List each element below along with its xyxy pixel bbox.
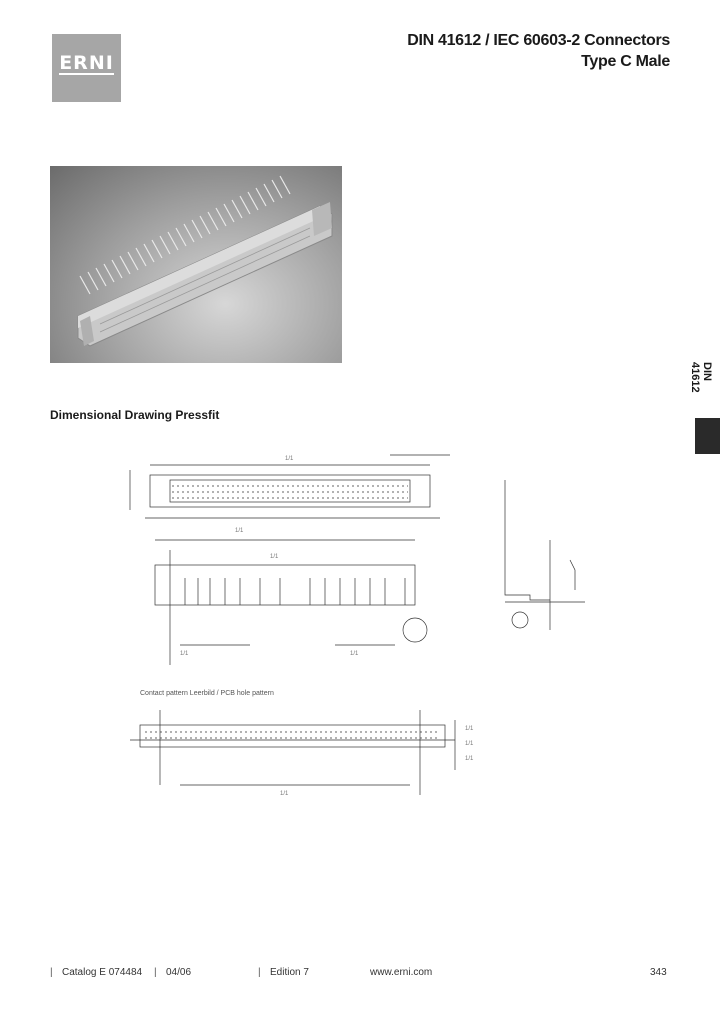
footer-catalog: Catalog E 074484	[62, 967, 143, 978]
footer-website[interactable]: www.erni.com	[370, 967, 433, 978]
footer-separator: |	[154, 967, 157, 978]
erni-logo	[52, 34, 121, 102]
svg-text:1/1: 1/1	[350, 651, 359, 657]
dimensional-drawing	[110, 440, 630, 815]
footer-edition: Edition 7	[270, 967, 309, 978]
footer-date: 04/06	[166, 967, 192, 978]
footer-page-number: 343	[650, 967, 667, 978]
svg-text:1/1: 1/1	[235, 528, 244, 534]
title-line-2: Type C Male	[581, 53, 670, 70]
page-title	[407, 30, 670, 72]
technical-drawing	[110, 440, 630, 810]
svg-text:1/1: 1/1	[465, 726, 474, 732]
svg-text:1/1: 1/1	[285, 456, 294, 462]
connector-photo	[50, 166, 342, 363]
svg-text:1/1: 1/1	[180, 651, 189, 657]
side-tab-label: DIN 41612	[689, 362, 713, 393]
connector-illustration	[50, 166, 342, 363]
title-line-1: DIN 41612 / IEC 60603-2 Connectors	[407, 32, 670, 49]
svg-text:1/1: 1/1	[465, 756, 474, 762]
side-tab-marker	[695, 418, 720, 454]
logo-text: ERNI	[59, 52, 114, 74]
footer-separator: |	[50, 967, 53, 978]
svg-text:1/1: 1/1	[270, 554, 279, 560]
svg-text:1/1: 1/1	[465, 741, 474, 747]
section-heading: Dimensional Drawing Pressfit	[50, 408, 220, 422]
svg-text:1/1: 1/1	[280, 791, 289, 797]
footer-separator: |	[258, 967, 261, 978]
pcb-pattern-label: Contact pattern Leerbild / PCB hole pattern	[140, 690, 274, 697]
